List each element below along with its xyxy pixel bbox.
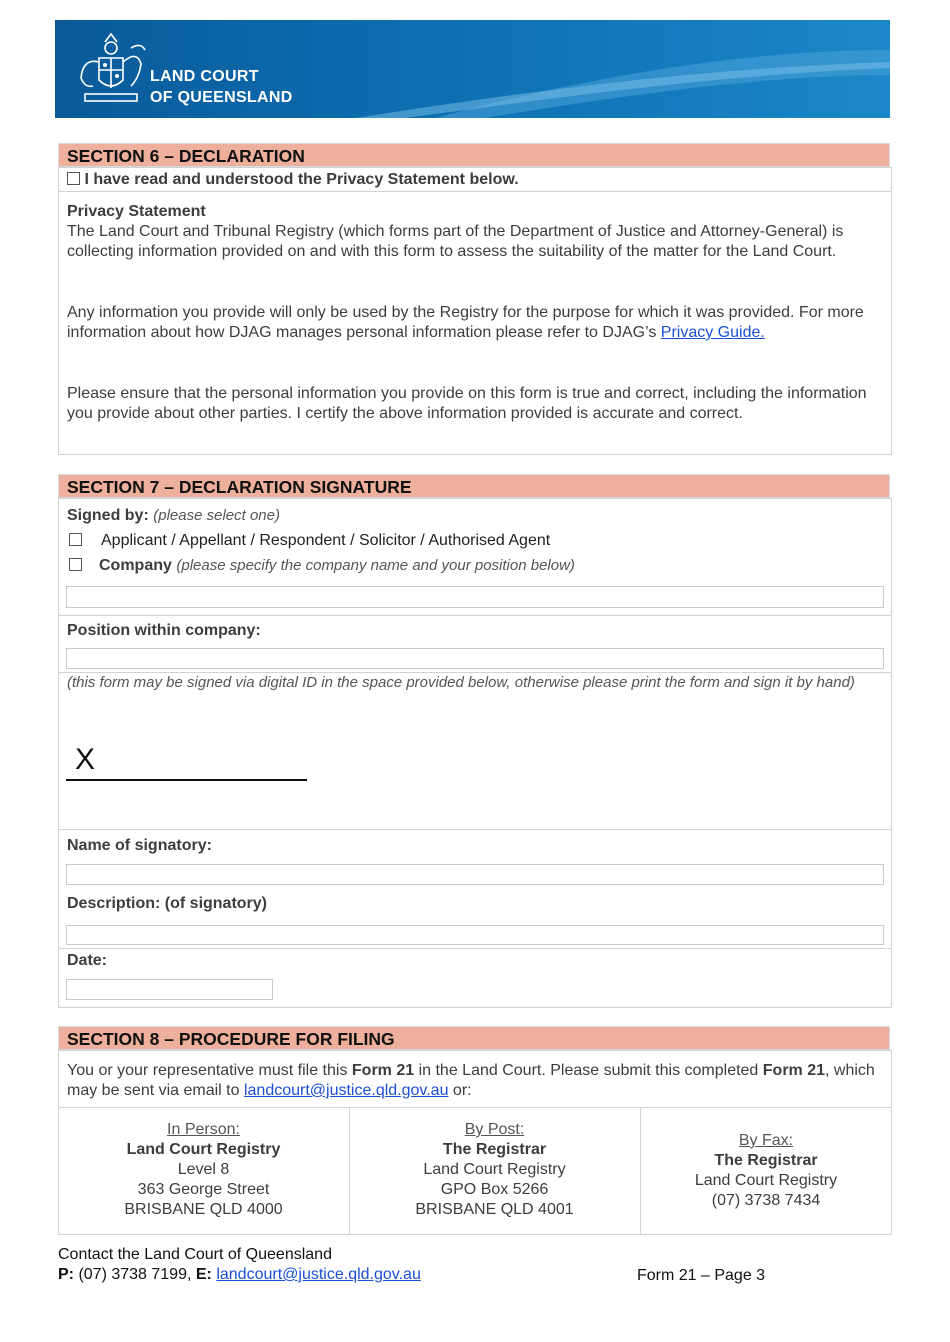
in-person-line2: 363 George Street [137, 1181, 270, 1198]
by-post-heading: By Post: [464, 1121, 525, 1138]
section7-divider-4 [58, 948, 892, 949]
signed-by-hint: (please select one) [153, 507, 280, 524]
filing-intro-text-a: You or your representative must file this [67, 1062, 352, 1079]
privacy-statement-heading: Privacy Statement [67, 203, 206, 220]
by-post-line1: Land Court Registry [423, 1161, 566, 1178]
signed-by-label: Signed by: [67, 507, 149, 524]
filing-intro [67, 1061, 882, 1101]
court-name [150, 66, 293, 108]
signer-option-company-checkbox[interactable] [69, 558, 82, 571]
signatory-description-label: Description: (of signatory) [67, 895, 268, 912]
position-input[interactable] [66, 648, 884, 669]
signer-option-company [69, 556, 575, 576]
in-person-heading: In Person: [167, 1121, 240, 1138]
footer-contact: Contact the Land Court of Queensland [58, 1246, 332, 1263]
section6-title: SECTION 6 – DECLARATION [58, 143, 890, 167]
footer-page-number: Form 21 – Page 3 [637, 1267, 766, 1284]
section8-divider [58, 1107, 892, 1108]
signer-option-party [69, 531, 550, 551]
date-label: Date: [67, 952, 108, 969]
section6-divider [58, 191, 892, 192]
queensland-coat-of-arms-logo [71, 28, 151, 108]
by-fax-line2: (07) 3738 7434 [711, 1192, 821, 1209]
footer-contact-details [58, 1265, 421, 1285]
in-person-line1: Level 8 [177, 1161, 230, 1178]
signer-option-company-hint: (please specify the company name and your position below) [176, 557, 575, 574]
filing-intro-text-b: in the Land Court. Please submit this completed [414, 1062, 763, 1079]
date-input[interactable] [66, 979, 273, 1000]
section7-divider-3 [58, 829, 892, 830]
section7-divider-1 [58, 615, 892, 616]
privacy-acknowledge-checkbox[interactable] [67, 172, 80, 185]
signer-option-company-label: Company [99, 557, 172, 574]
in-person-line3: BRISBANE QLD 4000 [124, 1201, 283, 1218]
by-fax-line1: Land Court Registry [694, 1172, 838, 1189]
filing-intro-form-2: Form 21 [762, 1062, 826, 1079]
company-name-input[interactable] [66, 586, 884, 608]
court-name-line2: OF QUEENSLAND [150, 89, 293, 106]
by-post-line2: GPO Box 5266 [440, 1181, 549, 1198]
privacy-paragraph-3: Please ensure that the personal information you provide on this form is true and correct, including the information you provide about other parties. I certify the above information provided is accurate and correct. [67, 385, 867, 422]
filing-in-person [58, 1120, 349, 1220]
privacy-acknowledge-label: I have read and understood the Privacy Statement below. [84, 171, 519, 188]
footer-email-label: E: [195, 1266, 212, 1283]
signatory-name-input[interactable] [66, 864, 884, 885]
signer-option-party-label: Applicant / Appellant / Respondent / Solicitor / Authorised Agent [101, 532, 551, 549]
privacy-guide-link[interactable]: Privacy Guide. [660, 324, 765, 341]
filing-email-link[interactable]: landcourt@justice.qld.gov.au [243, 1082, 449, 1099]
header-banner [55, 20, 890, 118]
signed-by-row [67, 506, 280, 526]
filing-intro-text-d: or: [448, 1082, 472, 1099]
signatory-name-label: Name of signatory: [67, 837, 212, 854]
by-fax-name: The Registrar [714, 1152, 818, 1169]
filing-intro-text-c: , which may be sent via email to [67, 1062, 875, 1099]
footer-phone: (07) 3738 7199, [74, 1266, 196, 1283]
signature-line [66, 779, 307, 781]
privacy-paragraph-2 [67, 303, 882, 343]
privacy-paragraph-2-text: Any information you provide will only be used by the Registry for the purpose for which it was provided. For more information about how DJAG manages personal information please refer to DJAG’s [67, 304, 864, 341]
by-post-name: The Registrar [442, 1141, 547, 1158]
filing-by-fax [640, 1131, 892, 1211]
signatory-description-input[interactable] [66, 925, 884, 945]
court-name-line1: LAND COURT [150, 68, 259, 85]
position-label: Position within company: [67, 622, 261, 639]
in-person-name: Land Court Registry [126, 1141, 281, 1158]
by-fax-heading: By Fax: [738, 1132, 794, 1149]
signature-note: (this form may be signed via digital ID in the space provided below, otherwise please print the form and sign it by hand) [67, 674, 855, 691]
privacy-acknowledge-row [67, 170, 519, 190]
by-post-line3: BRISBANE QLD 4001 [415, 1201, 574, 1218]
filing-by-post [349, 1120, 640, 1220]
signature-mark: X [75, 743, 96, 776]
section7-title: SECTION 7 – DECLARATION SIGNATURE [58, 474, 890, 498]
section8-title: SECTION 8 – PROCEDURE FOR FILING [58, 1026, 890, 1050]
privacy-paragraph-1: The Land Court and Tribunal Registry (which forms part of the Department of Justice and Attorney-General) is collecting information provided on and with this form to assess the suitability of the matter for the Land Court. [67, 223, 844, 260]
filing-intro-form-1: Form 21 [351, 1062, 415, 1079]
footer-phone-label: P: [58, 1266, 74, 1283]
signature-area[interactable] [66, 740, 308, 784]
footer-email-link[interactable]: landcourt@justice.qld.gov.au [216, 1266, 421, 1283]
signer-option-party-checkbox[interactable] [69, 533, 82, 546]
section7-divider-2 [58, 672, 892, 673]
